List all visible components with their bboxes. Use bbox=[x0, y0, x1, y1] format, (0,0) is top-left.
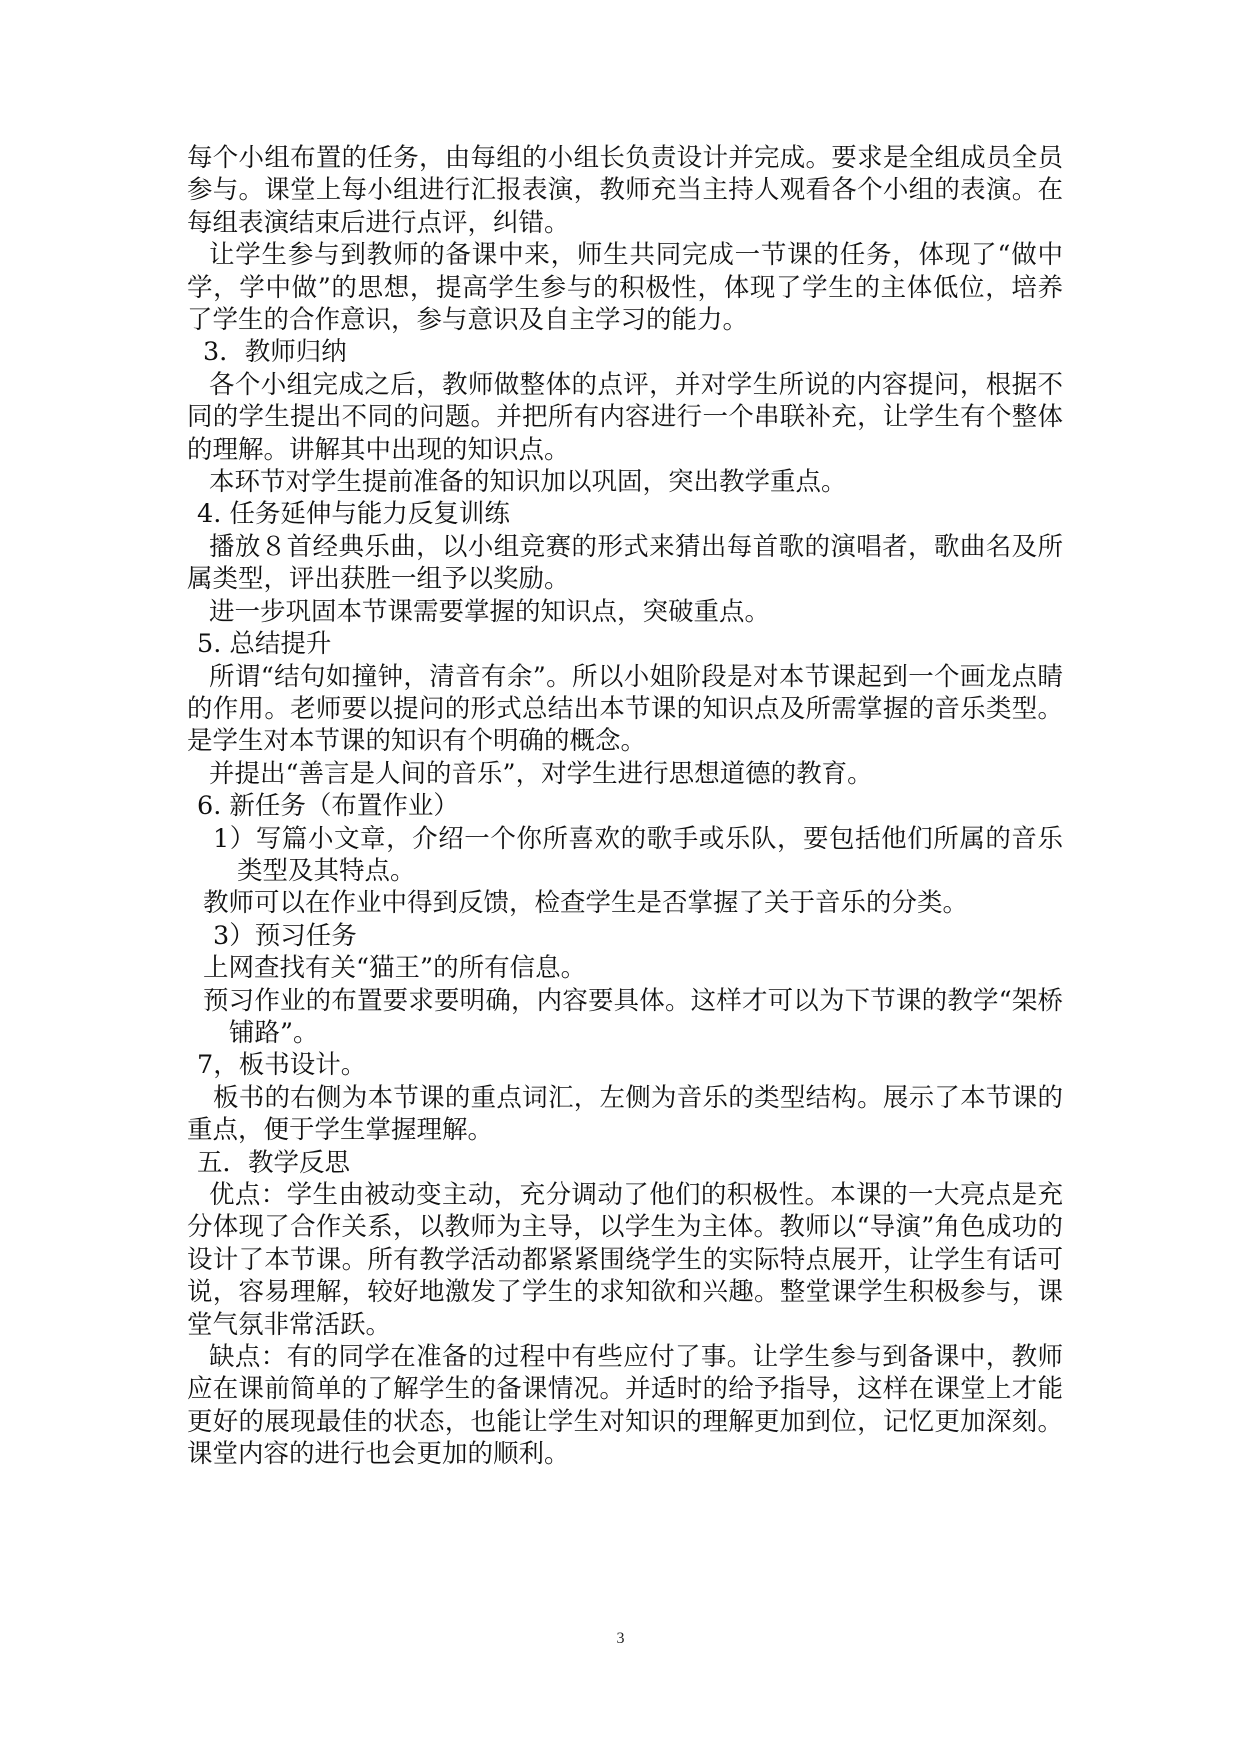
paragraph: 优点：学生由被动变主动，充分调动了他们的积极性。本课的一大亮点是充分体现了合作关系，以教师为主导，以学生为主体。教师以“导演”角色成功的设计了本节课。所有教学活动都紧紧围绕学生的实际特点展开，让学生有话可说，容易理解，较好地激发了学生的求知欲和兴趣。整堂课学生积极参与，课堂气氛非常活跃。 bbox=[187, 1180, 1063, 1340]
document-body bbox=[187, 142, 1063, 1471]
page-number: 3 bbox=[616, 1630, 625, 1647]
section-heading: 7，板书设计。 bbox=[197, 1050, 367, 1081]
paragraph: 并提出“善言是人间的音乐”，对学生进行思想道德的教育。 bbox=[209, 758, 873, 789]
paragraph: 预习作业的布置要求要明确，内容要具体。这样才可以为下节课的教学“架桥铺路”。 bbox=[203, 985, 1063, 1048]
section-heading: 4. 任务延伸与能力反复训练 bbox=[197, 499, 510, 530]
paragraph: 各个小组完成之后，教师做整体的点评，并对学生所说的内容提问，根据不同的学生提出不同的问题。并把所有内容进行一个串联补充，让学生有个整体的理解。讲解其中出现的知识点。 bbox=[187, 369, 1063, 465]
paragraph: 上网查找有关“猫王”的所有信息。 bbox=[203, 953, 587, 984]
paragraph: 缺点：有的同学在准备的过程中有些应付了事。让学生参与到备课中，教师应在课前简单的了解学生的备课情况。并适时的给予指导，这样在课堂上才能更好的展现最佳的状态，也能让学生对知识的理解更加到位，记忆更加深刻。课堂内容的进行也会更加的顺利。 bbox=[187, 1342, 1063, 1470]
homework-item: 1）写篇小文章，介绍一个你所喜欢的歌手或乐队，要包括他们所属的音乐类型及其特点。 bbox=[213, 823, 1063, 886]
paragraph: 让学生参与到教师的备课中来，师生共同完成一节课的任务，体现了“做中学，学中做”的思想，提高学生参与的积极性，体现了学生的主体低位，培养了学生的合作意识，参与意识及自主学习的能力。 bbox=[187, 240, 1063, 336]
paragraph: 所谓“结句如撞钟，清音有余”。所以小姐阶段是对本节课起到一个画龙点睛的作用。老师要以提问的形式总结出本节课的知识点及所需掌握的音乐类型。是学生对本节课的知识有个明确的概念。 bbox=[187, 661, 1063, 757]
homework-item: 3）预习任务 bbox=[213, 920, 357, 951]
section-heading: 6. 新任务（布置作业） bbox=[197, 791, 459, 822]
section-heading: 五．教学反思 bbox=[197, 1147, 351, 1178]
section-heading: 3．教师归纳 bbox=[203, 337, 347, 368]
section-heading: 5. 总结提升 bbox=[197, 629, 332, 660]
paragraph: 播放８首经典乐曲，以小组竞赛的形式来猜出每首歌的演唱者，歌曲名及所属类型，评出获胜一组予以奖励。 bbox=[187, 531, 1063, 595]
paragraph: 进一步巩固本节课需要掌握的知识点，突破重点。 bbox=[209, 596, 771, 627]
paragraph: 教师可以在作业中得到反馈，检查学生是否掌握了关于音乐的分类。 bbox=[203, 888, 969, 919]
paragraph: 本环节对学生提前准备的知识加以巩固，突出教学重点。 bbox=[209, 467, 847, 498]
paragraph: 每个小组布置的任务，由每组的小组长负责设计并完成。要求是全组成员全员参与。课堂上每小组进行汇报表演，教师充当主持人观看各个小组的表演。在每组表演结束后进行点评，纠错。 bbox=[187, 143, 1063, 238]
paragraph: 板书的右侧为本节课的重点词汇，左侧为音乐的类型结构。展示了本节课的重点，便于学生掌握理解。 bbox=[187, 1082, 1063, 1146]
